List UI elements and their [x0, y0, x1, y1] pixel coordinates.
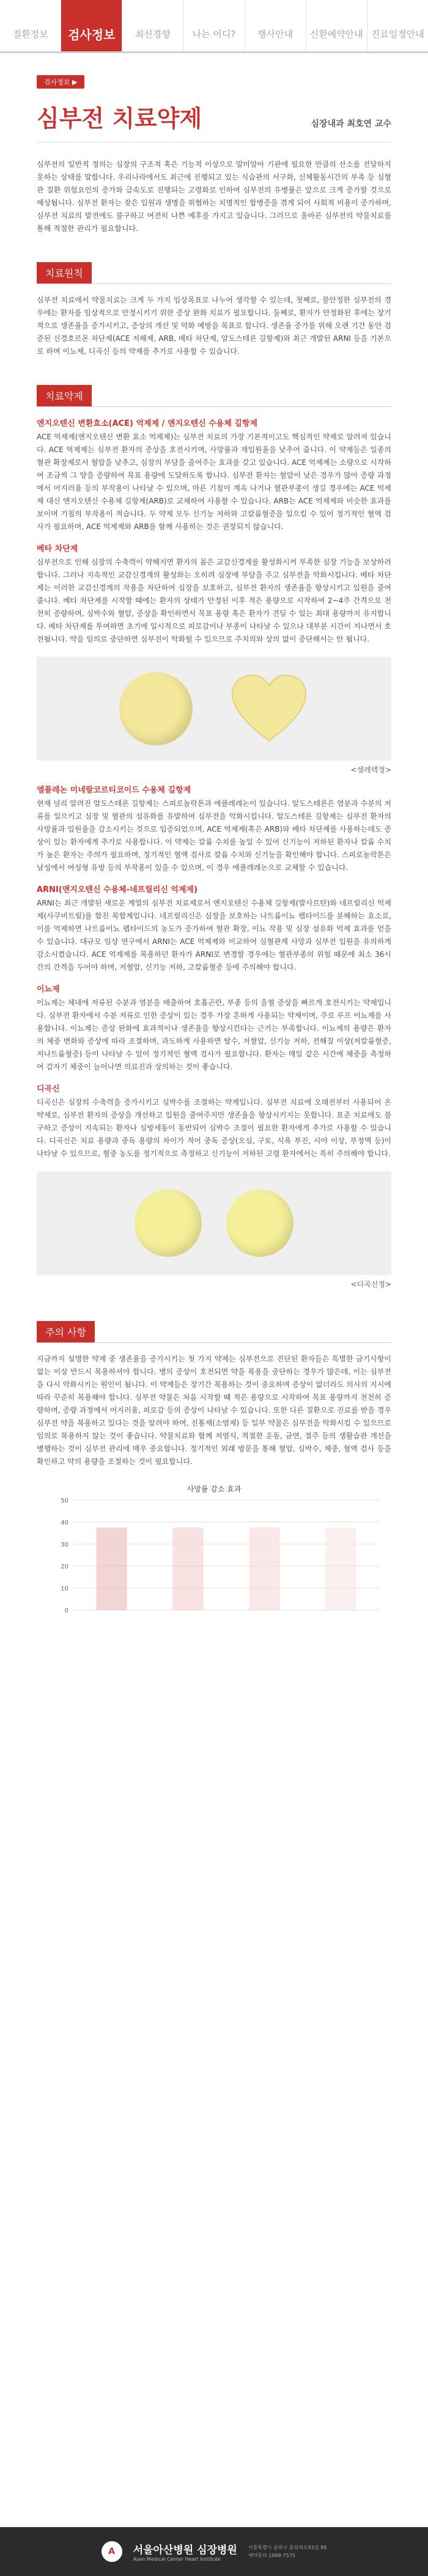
drug-photo: [37, 1171, 391, 1275]
section-divider: [37, 1342, 391, 1343]
photo-caption: <디곡신정>: [350, 1280, 391, 1289]
chart-bar-placeholder: [173, 1528, 204, 1610]
top-tab-bar: [0, 0, 428, 53]
tab-where-am-i[interactable]: 나는 어디?: [183, 0, 245, 51]
round-pill-image: [226, 1190, 293, 1257]
drug-heading: 디곡신: [37, 1085, 60, 1094]
drug-heading: ARNI(앤지오텐신 수용체-네프릴리신 억제제): [37, 885, 198, 895]
precautions-section: [0, 1294, 428, 1625]
drug-paragraph: 심부전으로 인해 심장의 수축력이 약해지면 환자의 몸은 교감신경계를 활성화시켜 부족한 심장 기능을 보상하려 합니다. 그러나 지속적인 교감신경계의 활성화는 오히려 심장에 부담을 주고 심부전을 악화시킵니다. 베타 차단제는 이러한 교감신경계의 작용을 차단하여 심장을 보호하고, 심부전 환자의 생존율을 향상시키고 입원을 줄여줍니다. 베타 차단제를 시작할 때에는 환자의 상태가 안정된 이후 적은 용량으로 시작하여 2~4주 간격으로 천천히 증량하며, 심박수와 혈압, 증상을 확인하면서 목표 용량 혹은 환자가 견딜 수 있는 최대 용량까지 유지합니다. 베타 차단제를 투여하면 초기에 일시적으로 피로감이나 부종이 나타날 수 있으나 대부분 시간이 지나면서 호전됩니다. 약을 임의로 중단하면 심부전이 악화될 수 있으므로 주치의와 상의 없이 중단해서는 안 됩니다.: [37, 558, 391, 643]
drug-heading: 앤지오텐신 변환효소(ACE) 억제제 / 앤지오텐신 수용체 길항제: [37, 419, 258, 428]
category-badge: 검사정보 ▶: [37, 75, 84, 89]
footer-sub: Asan Medical Center Heart Institute: [133, 2556, 221, 2562]
intro-section: [0, 142, 428, 235]
tab-disease-info[interactable]: 질환정보: [0, 0, 61, 51]
drug-heading: 이뇨제: [37, 985, 60, 994]
drug-heading: 엘플레논 미네랄코르티코이드 수용체 길항제: [37, 786, 191, 795]
drug-paragraph: 디곡신은 심장의 수축력을 증가시키고 심박수를 조절하는 약제입니다. 심부전 치료에 오래전부터 사용되어 온 약제로, 심부전 환자의 증상을 개선하고 입원을 줄여주지만 생존율을 향상시키지는 못합니다. 표준 치료에도 불구하고 증상이 지속되는 환자나 심방세동이 동반되어 심박수 조절이 필요한 환자에게 추가로 사용할 수 있습니다. 디곡신은 치료 용량과 중독 용량의 차이가 적어 중독 증상(오심, 구토, 식욕 부진, 시야 이상, 부정맥 등)이 나타날 수 있으므로, 혈중 농도를 정기적으로 측정하고 신기능이 저하된 고령 환자에서는 특히 주의해야 합니다.: [37, 1098, 391, 1158]
mortality-chart: [37, 1482, 391, 1625]
chart-y-tick-label: 0: [64, 1608, 68, 1614]
chart-y-tick-label: 30: [61, 1542, 68, 1548]
tab-new-patient-reservation[interactable]: 신환예약안내: [306, 0, 367, 51]
author-name: 심장내과 최호연 교수: [311, 119, 391, 129]
drug-paragraph: 이뇨제는 체내에 저류된 수분과 염분을 배출하여 호흡곤란, 부종 등의 울혈 증상을 빠르게 호전시키는 약제입니다. 심부전 환자에서 수분 저류로 인한 증상이 있는 경우 가장 흔하게 사용되는 약제이며, 주로 루프 이뇨제를 사용합니다. 이뇨제는 증상 완화에 효과적이나 생존율을 향상시킨다는 근거는 부족합니다. 이뇨제의 용량은 환자의 체중 변화와 증상에 따라 조절하며, 과도하게 사용하면 탈수, 저혈압, 신기능 저하, 전해질 이상(저칼륨혈증, 저나트륨혈증) 등이 나타날 수 있어 정기적인 혈액 검사가 필요합니다. 환자는 매일 같은 시간에 체중을 측정하여 갑자기 체중이 늘어나면 의료진과 상의하는 것이 좋습니다.: [37, 998, 391, 1071]
tab-latest-trends[interactable]: 최신경향: [122, 0, 183, 51]
section-heading: 주의 사항: [37, 1321, 95, 1342]
chart-bar-placeholder: [326, 1528, 356, 1610]
chart-title: 사망률 감소 효과: [186, 1485, 242, 1493]
section-paragraph: 심부전 치료에서 약물치료는 크게 두 가지 임상목표로 나누어 생각할 수 있는데, 첫째로, 불안정한 심부전의 경우에는 환자를 임상적으로 안정시키기 위한 증상 완화 치료가 필요합니다. 둘째로, 환자가 안정화된 후에는 장기적으로 생존율을 증가시키고, 증상의 개선 및 악화 예방을 목표로 합니다. 생존율 증가를 위해 오랜 기간 동안 검증된 신경호르몬 차단제(ACE 저해제, ARB, 베타 차단제, 알도스테론 길항제)와 최근 개발된 ARNI 등을 기본으로 하며 이뇨제, 디곡신 등의 약제를 추가로 사용할 수 있습니다.: [37, 296, 391, 356]
article-header: [0, 53, 428, 142]
chart-y-tick-label: 50: [61, 1498, 68, 1504]
title-row: [37, 100, 391, 142]
chart-y-tick-label: 40: [61, 1520, 68, 1526]
heart-pill-image: [229, 672, 309, 745]
drug-paragraph: ACE 억제제(앤지오텐신 변환 효소 억제제)는 심부전 치료의 가장 기본적이고도 핵심적인 약제로 알려져 있습니다. ACE 억제제는 심부전 환자의 증상을 호전시키며, 사망률과 재입원율을 낮추어 줍니다. 이 약제들은 일종의 혈관 확장제로서 혈압을 낮추고, 심장의 부담을 줄여주는 효과를 갖고 있습니다. ACE 억제제는 소량으로 시작하여 조금씩 그 양을 증량하여 목표 용량에 도달하도록 합니다. 심부전 환자는 혈압이 낮은 경우가 많아 증량 과정에서 어지러움 등의 부작용이 나타날 수 있으며, 마른 기침이 계속 나거나 혈관부종이 생길 경우에는 ACE 억제제 대신 앤지오텐신 수용체 길항제(ARB)로 교체하여 사용할 수 있습니다. ARB는 ACE 억제제와 비슷한 효과를 보이며 기침의 부작용이 적습니다. 두 약제 모두 신기능 저하와 고칼륨혈증을 일으킬 수 있어 정기적인 혈액 검사가 필요하며, ACE 억제제와 ARB를 함께 사용하는 것은 권장되지 않습니다.: [37, 433, 391, 531]
tab-exam-info[interactable]: 검사정보: [61, 0, 122, 51]
treatment-drugs-section: [0, 358, 428, 1289]
treatment-principle-section: [0, 235, 428, 358]
section-divider: [37, 406, 391, 407]
drug-paragraph: 현재 널리 알려진 알도스테론 길항제는 스피로놀락톤과 에플레레논이 있습니다. 알도스테론은 염분과 수분의 저류를 일으키고 심장 및 혈관의 섬유화를 유발하여 심부전을 악화시킵니다. 알도스테론 길항제는 심부전 환자의 사망률과 입원율을 감소시키는 것으로 입증되었으며, ACE 억제제(혹은 ARB)와 베타 차단제를 사용하는데도 증상이 있는 환자에게 추가로 사용합니다. 이 약제는 칼륨 수치를 높일 수 있어 신기능이 저하된 환자나 칼륨 수치가 높은 환자는 주의가 필요하며, 정기적인 혈액 검사로 칼륨 수치와 신기능을 확인해야 합니다. 스피로놀락톤은 남성에서 여성형 유방 등의 부작용이 있을 수 있으며, 이 경우 에플레레논으로 교체할 수 있습니다.: [37, 799, 391, 872]
photo-caption: <셀레텍정>: [350, 766, 391, 774]
drug-heading: 베타 차단제: [37, 544, 78, 554]
chart-bar-placeholder: [97, 1528, 127, 1610]
section-paragraph: 지금까지 설명한 약제 중 생존율을 증가시키는 첫 가지 약제는 심부전으로 진단된 환자들은 특별한 금기사항이 없는 이상 반드시 복용하셔야 합니다. 병의 증상이 호전되면 약을 복용을 중단하는 경우가 많은데, 이는 심부전을 다시 악화시키는 원인이 됩니다. 이 약제들은 장기간 복용하는 것이 중요하며 증상이 없더라도 의사의 지시에 따라 꾸준히 복용해야 합니다. 심부전 약물은 처음 시작할 때 적은 용량으로 시작하여 목표 용량까지 천천히 증량하며, 증량 과정에서 어지러움, 피로감 등의 증상이 나타날 수 있습니다. 또한 다른 질환으로 진료를 받을 경우 심부전 약을 복용하고 있다는 것을 알려야 하며, 진통제(소염제) 등 일부 약물은 심부전을 악화시킬 수 있으므로 임의로 복용하지 않는 것이 좋습니다. 약물치료와 함께 저염식, 적절한 운동, 금연, 절주 등의 생활습관 개선을 병행하는 것이 심부전 관리에 매우 중요합니다. 정기적인 외래 방문을 통해 혈압, 심박수, 체중, 혈액 검사 등을 확인하고 약의 용량을 조절하는 것이 필요합니다.: [37, 1355, 391, 1466]
drug-paragraph: ARNI는 최근 개발된 새로운 계열의 심부전 치료제로서 앤지오텐신 수용체 길항제(발사르탄)와 네프릴리신 억제제(사쿠비트릴)를 합친 복합제입니다. 네프릴리신은 심장을 보호하는 나트륨이뇨 펩타이드를 분해하는 효소로, 이를 억제하면 나트륨이뇨 펩타이드의 농도가 증가하여 혈관 확장, 이뇨 작용 및 심장 섬유화 억제 효과를 얻을 수 있습니다. 대규모 임상 연구에서 ARNI는 ACE 억제제와 비교하여 심혈관계 사망과 심부전 입원을 유의하게 감소시켰습니다. ACE 억제제를 복용하던 환자가 ARNI로 변경할 경우에는 혈관부종의 위험 때문에 최소 36시간의 간격을 두어야 하며, 저혈압, 신기능 저하, 고칼륨혈증 등에 주의해야 합니다.: [37, 899, 391, 971]
tab-events[interactable]: 행사안내: [245, 0, 306, 51]
tab-schedule[interactable]: 진료일정안내: [371, 29, 424, 40]
chart-bar-placeholder: [249, 1528, 280, 1610]
footer-address: 서울특별시 송파구 올림픽로43길 88: [248, 2545, 327, 2550]
hospital-logo-icon: A: [101, 2541, 122, 2562]
footer-name: 서울아산병원 심장병원: [133, 2544, 237, 2556]
intro-paragraph: 심부전의 일반적 정의는 심장의 구조적 혹은 기능적 이상으로 말미암아 기관에 필요한 만큼의 산소를 전달하지 못하는 상태를 말합니다. 우리나라에서도 최근에 진행되고 있는 식습관의 서구화, 신체활동시간의 부족 등 심혈관 질환 위험요인의 증가와 급속도로 진행되는 고령화로 인하여 심부전의 유병률은 앞으로 크게 증가할 것으로 예상됩니다. 심부전 환자는 잦은 입원과 생명을 위협하는 치명적인 합병증을 겪게 되어 사회적 비용이 증가하며, 심부전 치료의 발전에도 불구하고 여전히 나쁜 예후를 가지고 있습니다. 그러므로 올바른 심부전의 약물치료를 통해 적절한 관리가 필요합니다.: [37, 160, 391, 233]
footer-brand: [133, 2541, 237, 2562]
page-title: 심부전 치료약제: [37, 105, 202, 132]
chart-y-tick-label: 10: [61, 1586, 68, 1592]
section-heading: 치료원칙: [37, 262, 92, 284]
round-pill-image: [119, 672, 193, 745]
chart-y-tick-label: 20: [61, 1564, 68, 1570]
footer: [0, 2527, 428, 2576]
section-heading: 치료약제: [37, 385, 92, 406]
footer-phone: 예약문의 1688-7575: [248, 2553, 295, 2558]
drug-photo: [37, 657, 391, 761]
footer-info: [248, 2544, 327, 2560]
round-pill-image: [135, 1190, 202, 1257]
chart-bars: [97, 1528, 356, 1610]
